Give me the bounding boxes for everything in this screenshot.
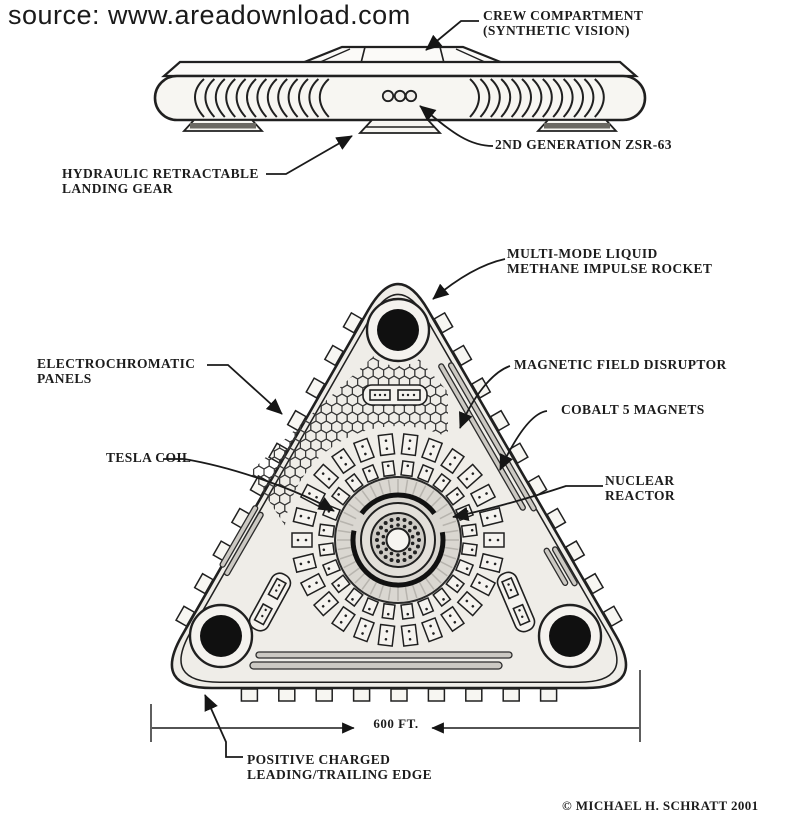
copyright-credit: © MICHAEL H. SCHRATT 2001: [562, 798, 759, 813]
dimension-value: 600 FT.: [373, 716, 419, 731]
crew-compartment-shape: [302, 47, 503, 63]
landing-gear-shapes: [184, 120, 616, 133]
source-credit: source: www.areadownload.com: [8, 0, 411, 30]
label-impulse-rocket: MULTI-MODE LIQUID METHANE IMPULSE ROCKET: [507, 246, 713, 277]
label-field-disruptor: MAGNETIC FIELD DISRUPTOR: [514, 357, 727, 372]
upper-plate-shape: [164, 62, 636, 76]
label-cobalt-magnets: COBALT 5 MAGNETS: [561, 402, 705, 417]
side-view-drawing: [155, 47, 645, 133]
label-nuclear-reactor: NUCLEAR REACTOR: [605, 473, 676, 504]
plan-view-drawing: [172, 284, 626, 701]
label-landing-gear: HYDRAULIC RETRACTABLE LANDING GEAR: [62, 166, 259, 197]
label-electrochromatic-panels: ELECTROCHROMATIC PANELS: [37, 356, 196, 387]
label-zsr-generator: 2ND GENERATION ZSR-63: [495, 137, 672, 152]
label-tesla-coil: TESLA COIL: [106, 450, 192, 465]
label-leading-edge: POSITIVE CHARGED LEADING/TRAILING EDGE: [247, 752, 433, 783]
zsr-drive-icon: [383, 91, 416, 101]
label-crew-compartment: CREW COMPARTMENT (SYNTHETIC VISION): [483, 8, 644, 39]
